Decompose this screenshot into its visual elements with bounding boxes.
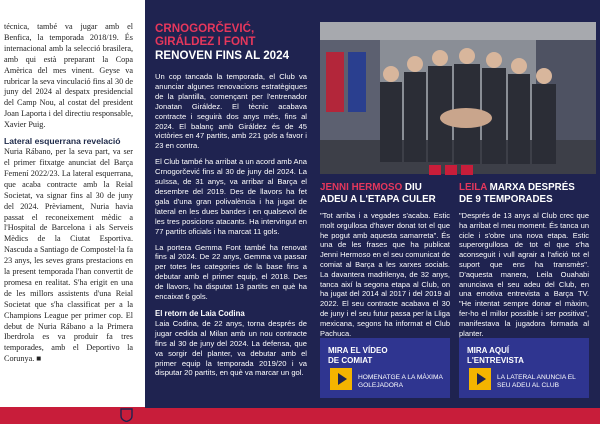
article-jenni xyxy=(320,182,450,338)
leila-video-caption: LA LATERAL ANUNCIA EL SEU ADEU AL CLUB xyxy=(497,374,576,389)
left-heading: Lateral esquerrana revelació xyxy=(4,136,121,147)
left-paragraph-2: Nuria Rábano, per la seva part, va ser el primer fitxatge anunciat del Barça Femení 2022/23. La lateral esquerrana, que acaba contracte amb la Reial Societat, va signar fins al 30 de juny del 2024. Prèviament, Nuria havia passat el reconeixement mèdic a l'Hospital de Barcelona i als Serveis Mèdics de la Ciutat Esportiva. Nascuda a Santiago de Compostel·la fa 23 anys, les seves grans prestacions en la present temporada l'han convertit de promesa en realitat. S'ha erigit en una de les millors assistents d'una Reial Societat que s'ha classificat per a la Champions League per primer cop. El debut de Nuria Rábano a la Primera Iberdrola es va produir fa tres temporades, amb el Deportivo la Corunya. ■ xyxy=(4,147,133,364)
decorative-square xyxy=(429,165,441,175)
bottom-bar xyxy=(0,407,600,424)
leila-title xyxy=(459,182,589,205)
renewals-paragraph-3: La portera Gemma Font també ha renovat fins al 2024. De 22 anys, Gemma va passar per totes les categories de la base fins a debutar amb el primer equip, el 2018. Des de llavors, ha disputat 13 partits en què ha encaixat 6 gols. xyxy=(155,242,307,302)
renewals-subheading: El retorn de Laia Codina xyxy=(155,308,245,318)
leila-body: "Després de 13 anys al Club crec que ha arribat el meu moment. És tanca un cicle i s'obre una nova etapa. Estic superorgullosa de tot el que s'ha aconseguit i vull agrair a l'afició tot el suport que ens ha transmès". D'aquesta manera, Leila Ouahabi anunciava el seu adeu del Club, en una emotiva entrevista a Barça TV. "He intentat sempre donar el màxim, fer-ho el millor possible i ser positiva", manifestava la jugadora formada al planter. xyxy=(459,211,589,338)
left-column xyxy=(0,0,133,424)
jenni-title-rest: DIU ADEU A L'ETAPA CULER xyxy=(320,182,436,205)
jenni-video-caption: HOMENATGE A LA MÀXIMA GOLEJADORA xyxy=(358,374,443,389)
jenni-body: "Tot arriba i a vegades s'acaba. Estic molt orgullosa d'haver donat tot el que he pogut amb aquesta samarreta". És una de les frases que ha publicat Jenni Hermoso en el seu comunicat de comiat al Barça a les xarxes socials. La davantera madrilenya, de 32 anys, tanca així la segona etapa al Club, on ha jugat del 2014 al 2017 i del 2019 al 2022. El seu contracte acabava el 30 de juny i el seu futur passa per la Lliga mexicana, segons ha informat el Club Pachuca. xyxy=(320,211,450,338)
decorative-square xyxy=(461,165,473,175)
decorative-square xyxy=(445,165,457,175)
jenni-title xyxy=(320,182,450,205)
leila-video-card[interactable] xyxy=(459,338,589,398)
team-photo-illustration xyxy=(320,22,596,174)
leila-title-rest: MARXA DESPRÉS DE 9 TEMPORADES xyxy=(459,182,575,205)
crest-icon xyxy=(120,408,133,422)
play-icon[interactable] xyxy=(469,368,491,390)
dark-spread xyxy=(145,0,600,408)
article-leila xyxy=(459,182,589,338)
play-icon[interactable] xyxy=(330,368,352,390)
leila-video-label: MIRA AQUÍ L'ENTREVISTA xyxy=(467,346,524,365)
renewals-title-white: RENOVEN FINS AL 2024 xyxy=(155,49,290,62)
jenni-video-card[interactable] xyxy=(320,338,450,398)
decorative-squares xyxy=(429,165,473,175)
jenni-video-label: MIRA EL VÍDEO DE COMIAT xyxy=(328,346,388,365)
renewals-paragraph-1: Un cop tancada la temporada, el Club va anunciar algunes renovacions estratègiques de la plantilla, començant per l'entrenador Jonatan Giráldez. El tècnic acabava contracte i seguirà dos anys més, fins al 2024. El balanç amb Giráldez és de 45 victòries en 47 partits, amb 221 gols a favor i 23 en contra. xyxy=(155,72,307,151)
team-photo xyxy=(320,22,596,174)
renewals-paragraph-4: Laia Codina, de 22 anys, torna després de jugar cedida al Milan amb un nou contracte fins al 30 de juny del 2024. La defensa, que va sorgir del planter, va debutar amb el primer equip la temporada 2019/20 i va disputar 20 partits, en què va marcar un gol. xyxy=(155,318,307,378)
left-paragraph-1: técnica, també va jugar amb el Benfica, la temporada 2018/19. És internacional amb la selecció brasilera, amb qui està preparant la Copa Amèrica del mes vinent. Geyse va rubricar la seva vinculació fins al 30 de juny del 2024 al despatx presidencial del Camp Nou, al costat del president Joan Laporta i del directiu responsable, Xavier Puig. xyxy=(4,22,133,130)
middle-column xyxy=(155,22,307,378)
renewals-title-red: CRNOGORČEVIĆ, GIRÁLDEZ I FONT xyxy=(155,22,256,48)
jenni-title-name: JENNI HERMOSO xyxy=(320,182,403,193)
leila-title-name: LEILA xyxy=(459,182,487,193)
renewals-paragraph-2: El Club també ha arribat a un acord amb Ana Crnogorčević fins al 30 de juny del 2024. La suïssa, de 31 anys, va arribar al Barça el desembre del 2019. Des de llavors ha fet gala d'una gran polivalència i ha jugat de lateral en les dues bandes i en qualsevol de les tres posicions atacants. Ha intervingut en 77 partits oficials i ha marcat 11 gols. xyxy=(155,157,307,236)
